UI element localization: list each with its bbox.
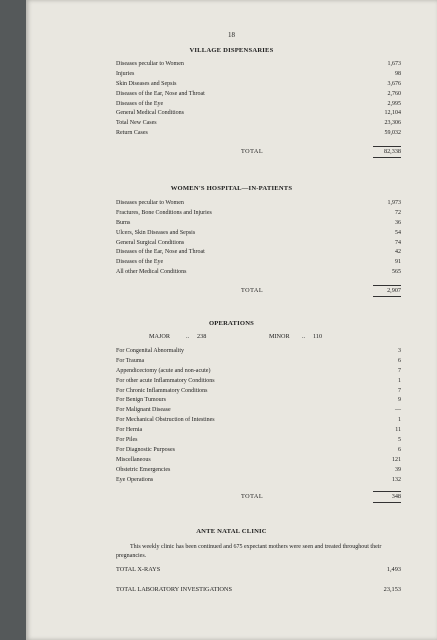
table-row <box>116 129 401 139</box>
table-row <box>116 199 401 209</box>
row-label: General Surgical Conditions <box>116 239 185 246</box>
row-value: 98 <box>395 70 401 77</box>
row-value: 9 <box>398 397 401 404</box>
row-label: Skin Diseases and Sepsis <box>116 80 177 87</box>
row-label: General Medical Conditions <box>116 110 184 117</box>
row-label: For Malignant Disease <box>116 407 171 414</box>
row-label: For other acute Inflammatory Conditions <box>116 377 215 384</box>
table-row <box>116 406 401 416</box>
village-dispensaries-heading: VILLAGE DISPENSARIES <box>189 47 274 54</box>
village-dispensaries-table <box>116 60 401 139</box>
major-label: MAJOR <box>149 333 170 340</box>
row-label: All other Medical Conditions <box>116 269 187 276</box>
row-label: Return Cases <box>116 130 148 137</box>
row-label: Appendicectomy (acute and non-acute) <box>116 367 211 374</box>
row-label: Diseases of the Eye <box>116 100 164 107</box>
row-label: Burns <box>116 219 131 226</box>
table-row <box>116 70 401 80</box>
table-row <box>116 377 401 387</box>
row-value: 2,995 <box>387 100 401 107</box>
table-row <box>116 476 401 486</box>
divider <box>373 502 401 503</box>
row-label: For Benign Tumours <box>116 397 167 404</box>
village-total-value: 82,338 <box>383 148 401 155</box>
table-row <box>116 456 401 466</box>
major-value: 238 <box>197 333 207 340</box>
table-row <box>116 466 401 476</box>
operations-total-value: 348 <box>391 493 401 500</box>
row-value: 23,306 <box>384 120 401 127</box>
lab-total-row <box>116 585 401 595</box>
operations-total-label: TOTAL <box>241 493 264 500</box>
row-value: 2,760 <box>387 90 401 97</box>
lab-total-value: 23,153 <box>383 586 401 593</box>
row-label: For Piles <box>116 437 138 444</box>
row-label: For Hernia <box>116 427 143 434</box>
row-label: For Diagnostic Purposes <box>116 446 175 453</box>
row-value: 39 <box>395 466 401 473</box>
table-row <box>116 239 401 249</box>
operations-total-row <box>241 492 401 502</box>
row-label: Diseases of the Ear, Nose and Throat <box>116 90 205 97</box>
row-value: 1,673 <box>387 61 401 67</box>
table-row <box>116 367 401 377</box>
table-row <box>116 80 401 90</box>
table-row <box>116 396 401 406</box>
table-row <box>116 248 401 258</box>
table-row <box>116 90 401 100</box>
row-value: 5 <box>398 437 401 444</box>
antenatal-heading: ANTE NATAL CLINIC <box>196 528 267 535</box>
table-row <box>116 258 401 268</box>
row-value: 7 <box>398 387 401 394</box>
womens-total-value: 2,907 <box>387 287 401 294</box>
table-row <box>116 60 401 70</box>
row-label: For Mechanical Obstruction of Intestines <box>116 417 215 424</box>
table-row <box>116 229 401 239</box>
xray-total-label: TOTAL X-RAYS <box>116 566 161 573</box>
row-label: Miscellaneous <box>116 456 151 463</box>
row-label: Eye Operations <box>116 476 154 483</box>
row-value: 36 <box>395 219 401 226</box>
document-page <box>26 0 437 640</box>
row-value: 72 <box>395 209 401 216</box>
village-total-row <box>241 147 401 157</box>
table-row <box>116 416 401 426</box>
row-label: Diseases of the Eye <box>116 259 164 266</box>
table-row <box>116 119 401 129</box>
page-number: 18 <box>228 31 235 39</box>
row-label: Diseases peculiar to Women <box>116 61 184 67</box>
row-label: For Chronic Inflammatory Conditions <box>116 387 208 394</box>
row-value: 12,104 <box>384 110 401 117</box>
table-row <box>116 446 401 456</box>
table-row <box>116 426 401 436</box>
table-row <box>116 347 401 357</box>
row-value: 6 <box>398 357 401 364</box>
village-total-label: TOTAL <box>241 148 264 155</box>
row-label: Diseases peculiar to Women <box>116 200 184 206</box>
operations-table <box>116 347 401 485</box>
row-label: Diseases of the Ear, Nose and Throat <box>116 249 205 256</box>
row-label: Fractures, Bone Conditions and Injuries <box>116 209 212 216</box>
minor-value: 110 <box>313 333 323 340</box>
table-row <box>116 100 401 110</box>
row-value: 132 <box>392 476 401 483</box>
row-value: 7 <box>398 367 401 374</box>
row-value: 3,676 <box>387 80 401 87</box>
row-value: — <box>395 407 401 414</box>
xray-total-row <box>116 565 401 575</box>
table-row <box>116 387 401 397</box>
divider <box>373 296 401 297</box>
womens-hospital-heading: WOMEN'S HOSPITAL—IN-PATIENTS <box>170 185 293 192</box>
minor-label: MINOR <box>269 333 290 340</box>
row-label: Injuries <box>116 70 135 77</box>
row-value: 565 <box>392 269 401 276</box>
table-row <box>116 268 401 278</box>
row-label: For Trauma <box>116 357 145 364</box>
row-value: 59,032 <box>384 130 401 137</box>
table-row <box>116 109 401 119</box>
row-value: 6 <box>398 446 401 453</box>
minor-dots: .. <box>302 333 306 340</box>
antenatal-paragraph: This weekly clinic has been continued and 675 expectant mothers were seen and treated throughout their pregnancies. <box>116 544 382 559</box>
lab-total-label: TOTAL LABORATORY INVESTIGATIONS <box>116 586 232 593</box>
row-label: Obstetric Emergencies <box>116 466 171 473</box>
row-value: 1 <box>398 417 401 424</box>
major-dots: .. <box>186 333 190 340</box>
row-value: 121 <box>392 456 401 463</box>
row-value: 54 <box>395 229 401 236</box>
operations-heading: OPERATIONS <box>208 320 255 327</box>
table-row <box>116 219 401 229</box>
row-value: 11 <box>395 427 401 434</box>
row-value: 91 <box>395 259 401 266</box>
row-label: For Congenital Abnormality <box>116 348 184 354</box>
row-value: 3 <box>398 348 401 354</box>
table-row <box>116 357 401 367</box>
row-value: 1 <box>398 377 401 384</box>
table-row <box>116 436 401 446</box>
womens-hospital-table <box>116 199 401 278</box>
row-label: Total New Cases <box>116 120 157 127</box>
row-value: 1,973 <box>387 200 401 206</box>
table-row <box>116 209 401 219</box>
womens-total-row <box>241 286 401 296</box>
row-value: 42 <box>395 249 401 256</box>
xray-total-value: 1,493 <box>386 566 401 573</box>
womens-total-label: TOTAL <box>241 287 264 294</box>
row-label: Ulcers, Skin Diseases and Sepsis <box>116 229 196 236</box>
divider <box>373 157 401 158</box>
row-value: 74 <box>395 239 401 246</box>
